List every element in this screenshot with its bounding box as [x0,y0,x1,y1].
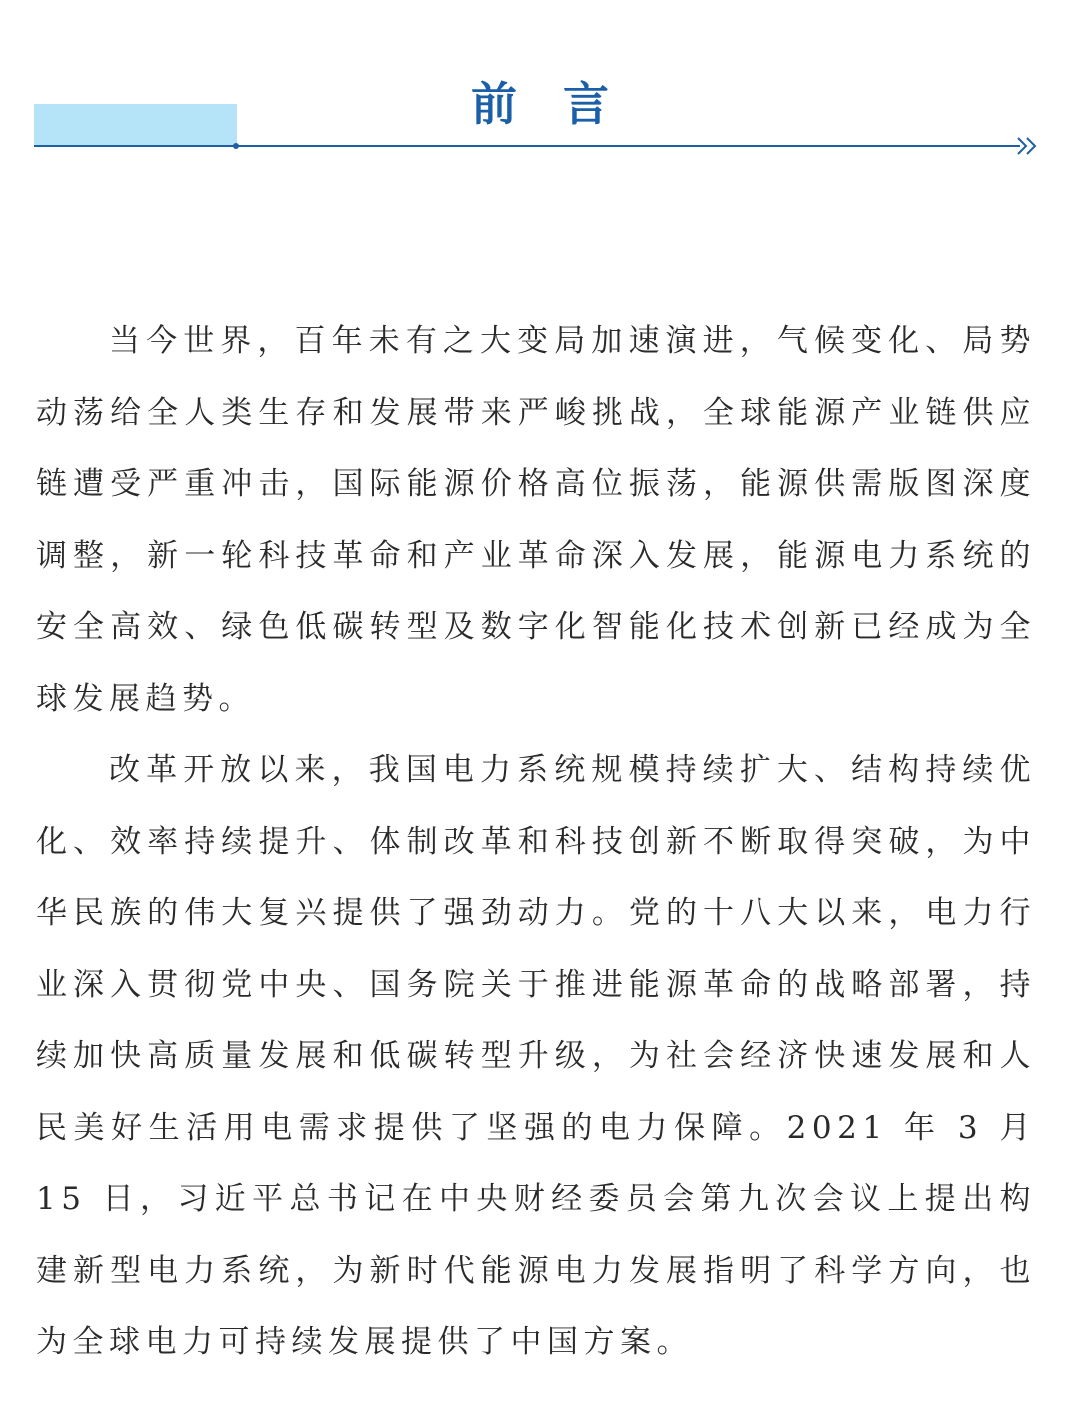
page-title: 前言 [471,77,655,131]
paragraph-1: 当今世界，百年未有之大变局加速演进，气候变化、局势动荡给全人类生存和发展带来严峻挑战，全球能源产业链供应链遭受严重冲击，国际能源价格高位振荡，能源供需版图深度调整，新一轮科技革命和产业革命深入发展，能源电力系统的安全高效、绿色低碳转型及数字化智能化技术创新已经成为全球发展趋势。 [36,323,1036,717]
header-rule-dot [233,143,239,149]
header-rule-line [34,145,1020,147]
paragraph-2: 改革开放以来，我国电力系统规模持续扩大、结构持续优化、效率持续提升、体制改革和科技创新不断取得突破，为中华民族的伟大复兴提供了强劲动力。党的十八大以来，电力行业深入贯彻党中央、国务院关于推进能源革命的战略部署，持续加快高质量发展和低碳转型升级，为社会经济快速发展和人民美好生活用电需求提供了坚强的电力保障。2021 年 3 月 15 日，习近平总书记在中央财经委员会第九次会议上提出构建新型电力系统，为新时代能源电力发展指明了科学方向，也为全球电力可持续发展提供了中国方案。 [36,752,1036,1360]
body-text [36,306,1036,1379]
double-chevron-right-icon [1014,134,1042,158]
section-header [0,0,1080,170]
